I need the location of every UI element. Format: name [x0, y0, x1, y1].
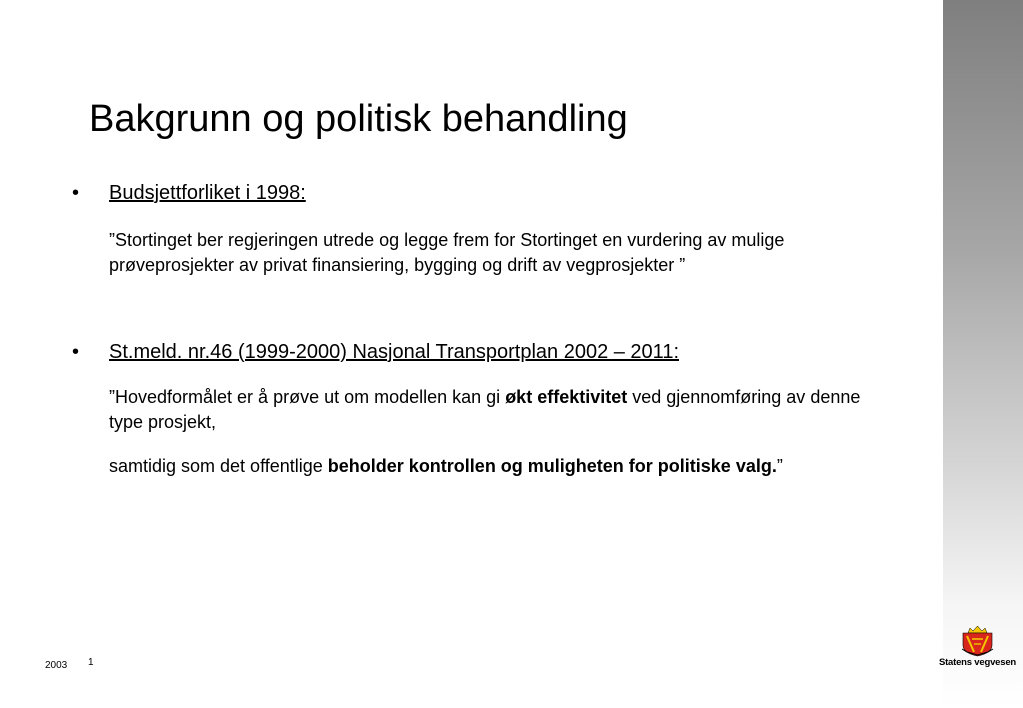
statens-vegvesen-emblem-icon [932, 625, 1023, 657]
quote2-suffix: ” [776, 456, 783, 476]
bullet-marker: • [72, 341, 80, 363]
section1-quote: ”Stortinget ber regjeringen utrede og legge frem for Stortinget en vurdering av mulige prøveprosjekter av privat finansiering, bygging og drift av vegprosjekter ” [109, 230, 785, 275]
quote2-prefix: samtidig som det offentlige [109, 456, 328, 476]
quote2-bold: beholder kontrollen og muligheten for politiske valg. [327, 456, 777, 476]
section1-heading: Budsjettforliket i 1998: [109, 182, 306, 204]
statens-vegvesen-logo [932, 625, 1023, 673]
slide-title: Bakgrunn og politisk behandling [89, 98, 628, 140]
bullet-marker: • [72, 182, 80, 204]
logo-text: Statens vegvesen [938, 657, 1017, 668]
footer-year: 2003 [45, 660, 68, 671]
section2-quote1 [109, 385, 869, 435]
side-gradient-bar [943, 0, 1023, 708]
footer-page-number: 1 [88, 657, 94, 668]
section2-heading: St.meld. nr.46 (1999-2000) Nasjonal Transportplan 2002 – 2011: [109, 341, 679, 363]
quote1-suffix: ved gjennomføring av denne type prosjekt, [109, 387, 861, 432]
quote1-bold: økt effektivitet [505, 387, 628, 407]
section2-quote2 [109, 454, 869, 479]
quote1-prefix: ”Hovedformålet er å prøve ut om modellen kan gi [109, 387, 506, 407]
